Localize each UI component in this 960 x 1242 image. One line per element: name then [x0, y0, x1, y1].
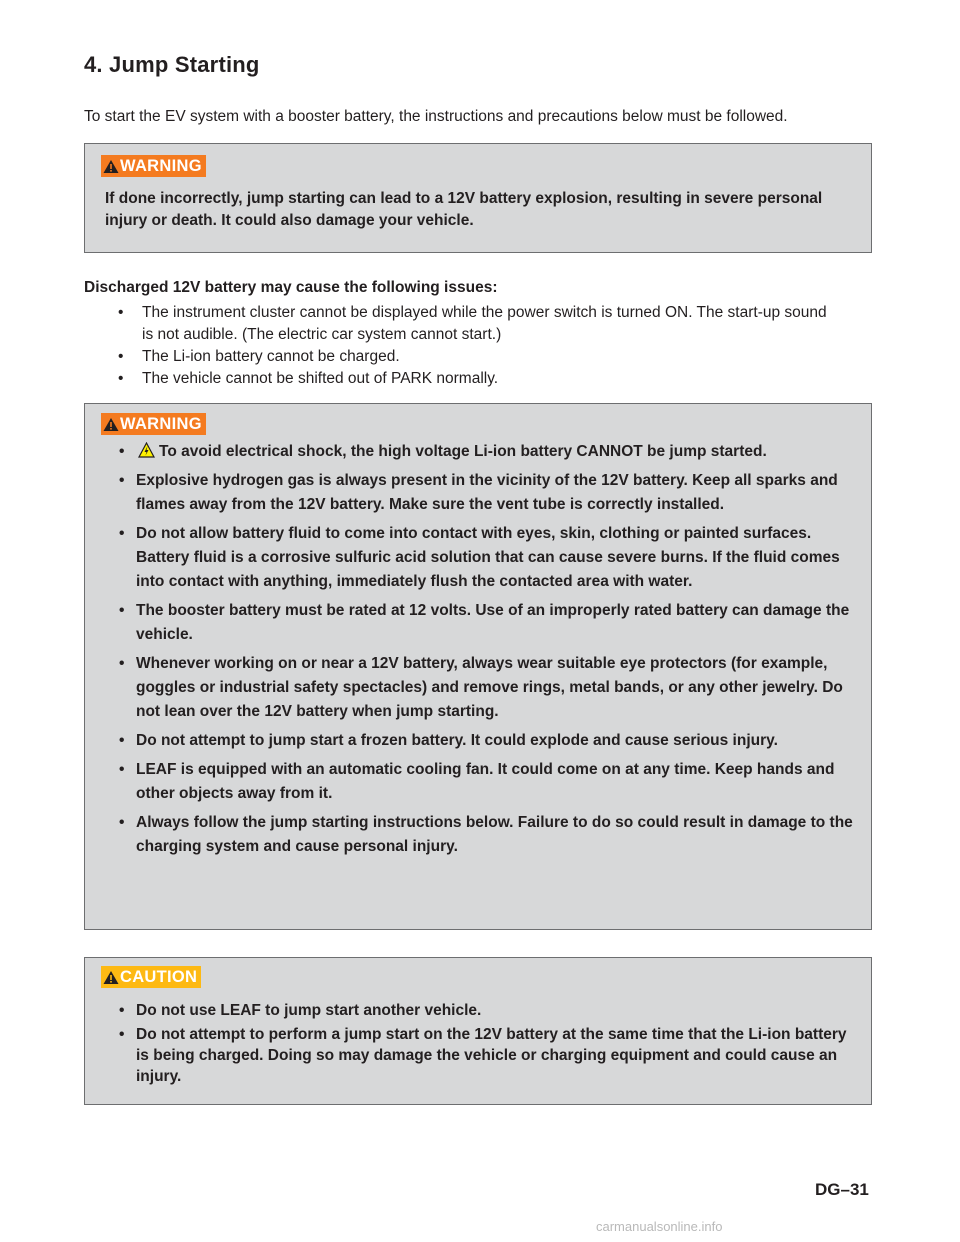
issues-list [118, 302, 838, 390]
warning-box-2 [84, 403, 872, 930]
caution-list [119, 1000, 859, 1090]
warning-list [119, 440, 859, 864]
list-item: • Do not attempt to jump start a frozen battery. It could explode and cause serious injury. [119, 729, 859, 753]
warning-box-1 [84, 143, 872, 253]
list-item: • Do not allow battery fluid to come into contact with eyes, skin, clothing or painted surfaces. Battery fluid is a corrosive sulfuric acid solution that can cause severe burns. If the fluid comes into contact with anything, immediately flush the contacted area with water. [119, 522, 859, 594]
list-item: • The vehicle cannot be shifted out of PARK normally. [118, 368, 838, 390]
list-item: • The booster battery must be rated at 12 volts. Use of an improperly rated battery can damage the vehicle. [119, 599, 859, 647]
list-item: • LEAF is equipped with an automatic cooling fan. It could come on at any time. Keep hands and other objects away from it. [119, 758, 859, 806]
list-item: • Whenever working on or near a 12V battery, always wear suitable eye protectors (for example, goggles or industrial safety spectacles) and remove rings, metal bands, or any other jewelry. Do not lean over the 12V battery when jump starting. [119, 652, 859, 724]
list-item: • The Li-ion battery cannot be charged. [118, 346, 838, 368]
caution-box [84, 957, 872, 1105]
warning-text: If done incorrectly, jump starting can lead to a 12V battery explosion, resulting in severe personal injury or death. It could also damage your vehicle. [105, 190, 823, 229]
issues-heading: Discharged 12V battery may cause the following issues: [84, 279, 498, 296]
warning-badge [101, 413, 206, 435]
page-title: 4. Jump Starting [84, 52, 260, 77]
caution-badge [101, 966, 201, 988]
list-item [119, 440, 859, 464]
page-number: DG–31 [815, 1180, 869, 1199]
warning-triangle-icon [103, 970, 119, 985]
warning-triangle-icon [103, 159, 119, 174]
watermark: carmanualsonline.info [596, 1219, 723, 1234]
intro-text: To start the EV system with a booster battery, the instructions and precautions below must be followed. [84, 108, 788, 125]
list-item: • The instrument cluster cannot be displayed while the power switch is turned ON. The start-up sound is not audible. (The electric car system cannot start.) [118, 302, 838, 346]
warning-badge-label: WARNING [120, 156, 202, 175]
high-voltage-icon [138, 442, 155, 458]
list-item: • Explosive hydrogen gas is always present in the vicinity of the 12V battery. Keep all sparks and flames away from the 12V battery. Make sure the vent tube is correctly installed. [119, 469, 859, 517]
caution-badge-label: CAUTION [120, 967, 198, 986]
warning-badge-label: WARNING [120, 414, 202, 433]
list-item: • Do not attempt to perform a jump start on the 12V battery at the same time that the Li-ion battery is being charged. Doing so may damage the vehicle or charging equipment and could cause an injury. [119, 1024, 859, 1087]
warning-badge [101, 155, 206, 177]
warning-item-text: To avoid electrical shock, the high voltage Li-ion battery CANNOT be jump started. [159, 443, 767, 460]
list-item: • Do not use LEAF to jump start another vehicle. [119, 1000, 859, 1021]
list-item: • Always follow the jump starting instructions below. Failure to do so could result in damage to the charging system and cause personal injury. [119, 811, 859, 859]
warning-triangle-icon [103, 417, 119, 432]
